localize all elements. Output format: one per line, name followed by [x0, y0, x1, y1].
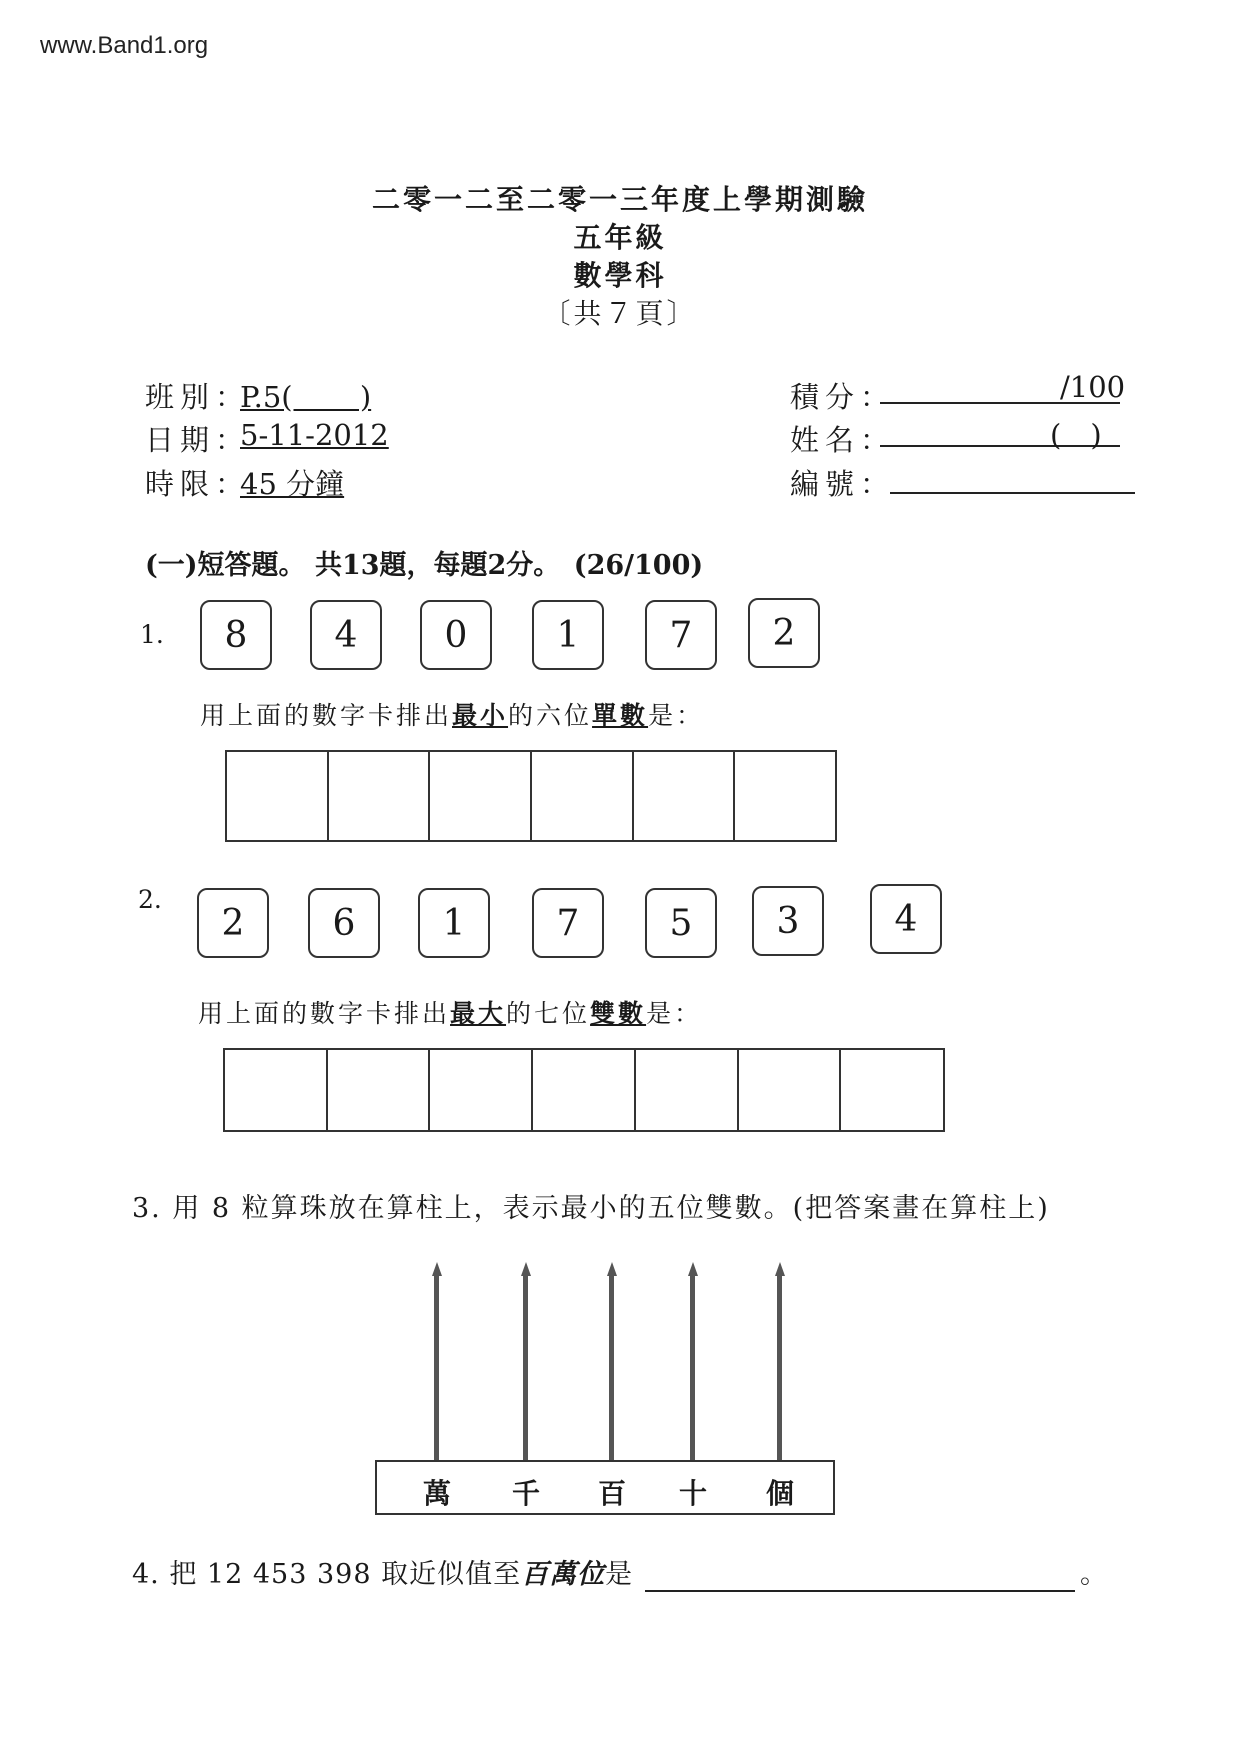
date-label: 日期：: [145, 423, 251, 457]
q2-digit-card: 3: [752, 886, 824, 956]
q2-prompt-c: 是：: [646, 999, 703, 1028]
rod-tip: [432, 1262, 442, 1276]
score-total: /100: [1060, 370, 1126, 404]
abacus-rod[interactable]: [523, 1276, 528, 1460]
site-watermark: www.Band1.org: [40, 32, 209, 59]
q2-prompt-em2: 雙數: [590, 999, 647, 1028]
q2-digit-card: 6: [308, 888, 380, 958]
q2-prompt-a: 用上面的數字卡排出: [198, 999, 451, 1028]
rod-tip: [688, 1262, 698, 1276]
answer-cell[interactable]: [532, 752, 634, 840]
q4-text: [132, 1552, 633, 1591]
q2-digit-card: 2: [197, 888, 269, 958]
q1-number: 1.: [140, 620, 164, 649]
time-value: 45 分鐘: [240, 467, 345, 501]
q2-prompt: [198, 994, 702, 1030]
q2-digit-card: 7: [532, 888, 604, 958]
q4-text-em: 百萬位: [521, 1559, 606, 1590]
name-label: 姓名：: [790, 423, 896, 457]
q1-digit-card: 8: [200, 600, 272, 670]
q1-prompt-em2: 單數: [592, 701, 649, 730]
q1-prompt: [200, 696, 704, 732]
answer-cell[interactable]: [841, 1050, 943, 1130]
answer-cell[interactable]: [739, 1050, 842, 1130]
q2-number: 2.: [138, 885, 162, 914]
section-heading: (一)短答題。 共13題，每題2分。 (26/100): [145, 550, 704, 581]
answer-cell[interactable]: [430, 1050, 533, 1130]
abacus-rod[interactable]: [777, 1276, 782, 1460]
answer-cell[interactable]: [636, 1050, 739, 1130]
exam-title: 二零一二至二零一三年度上學期測驗: [371, 183, 868, 216]
q2-digit-card: 4: [870, 884, 942, 954]
q1-prompt-em1: 最小: [452, 701, 509, 730]
abacus-rod[interactable]: [609, 1276, 614, 1460]
q2-prompt-b: 的七位: [506, 999, 591, 1028]
place-label-hundreds: 百: [597, 1477, 626, 1510]
q3-text: 3. 用 8 粒算珠放在算柱上，表示最小的五位雙數。(把答案畫在算柱上): [132, 1193, 1050, 1224]
q2-digit-card: 1: [418, 888, 490, 958]
answer-cell[interactable]: [225, 1050, 328, 1130]
q2-prompt-em1: 最大: [450, 999, 507, 1028]
number-label: 編號：: [790, 467, 896, 501]
answer-cell[interactable]: [328, 1050, 431, 1130]
answer-cell[interactable]: [634, 752, 736, 840]
abacus-rod[interactable]: [434, 1276, 439, 1460]
q1-digit-card: 7: [645, 600, 717, 670]
answer-cell[interactable]: [430, 752, 532, 840]
date-value: 5-11-2012: [240, 418, 389, 452]
q4-period: 。: [1080, 1559, 1107, 1590]
class-label: 班別：: [145, 380, 251, 414]
rod-tip: [775, 1262, 785, 1276]
q4-text-b: 是: [605, 1559, 634, 1590]
answer-cell[interactable]: [735, 752, 835, 840]
q1-digit-card: 1: [532, 600, 604, 670]
answer-cell[interactable]: [329, 752, 431, 840]
place-label-ten-thousands: 萬: [422, 1477, 451, 1510]
score-label: 積分：: [790, 380, 896, 414]
q1-digit-card: 2: [748, 598, 820, 668]
place-label-tens: 十: [678, 1477, 707, 1510]
name-class-number: ( ): [1050, 418, 1102, 452]
q2-digit-card: 5: [645, 888, 717, 958]
grade-label: 五年級: [573, 221, 667, 254]
q4-text-a: 4. 把 12 453 398 取近似值至: [132, 1559, 522, 1590]
number-field[interactable]: [890, 462, 1135, 494]
answer-cell[interactable]: [533, 1050, 636, 1130]
answer-cell[interactable]: [227, 752, 329, 840]
rod-tip: [521, 1262, 531, 1276]
place-label-thousands: 千: [511, 1477, 540, 1510]
rod-tip: [607, 1262, 617, 1276]
q4-answer-line[interactable]: [645, 1560, 1075, 1592]
time-label: 時限：: [145, 467, 251, 501]
q1-prompt-a: 用上面的數字卡排出: [200, 701, 453, 730]
q1-prompt-c: 是：: [648, 701, 705, 730]
q1-prompt-b: 的六位: [508, 701, 593, 730]
class-value: P.5( ): [240, 380, 372, 414]
q2-answer-grid[interactable]: [223, 1048, 945, 1132]
q1-digit-card: 0: [420, 600, 492, 670]
abacus-rod[interactable]: [690, 1276, 695, 1460]
q1-answer-grid[interactable]: [225, 750, 837, 842]
subject-label: 數學科: [573, 259, 667, 292]
page-count: 〔共７頁〕: [542, 297, 698, 330]
q1-digit-card: 4: [310, 600, 382, 670]
place-label-ones: 個: [765, 1477, 794, 1510]
